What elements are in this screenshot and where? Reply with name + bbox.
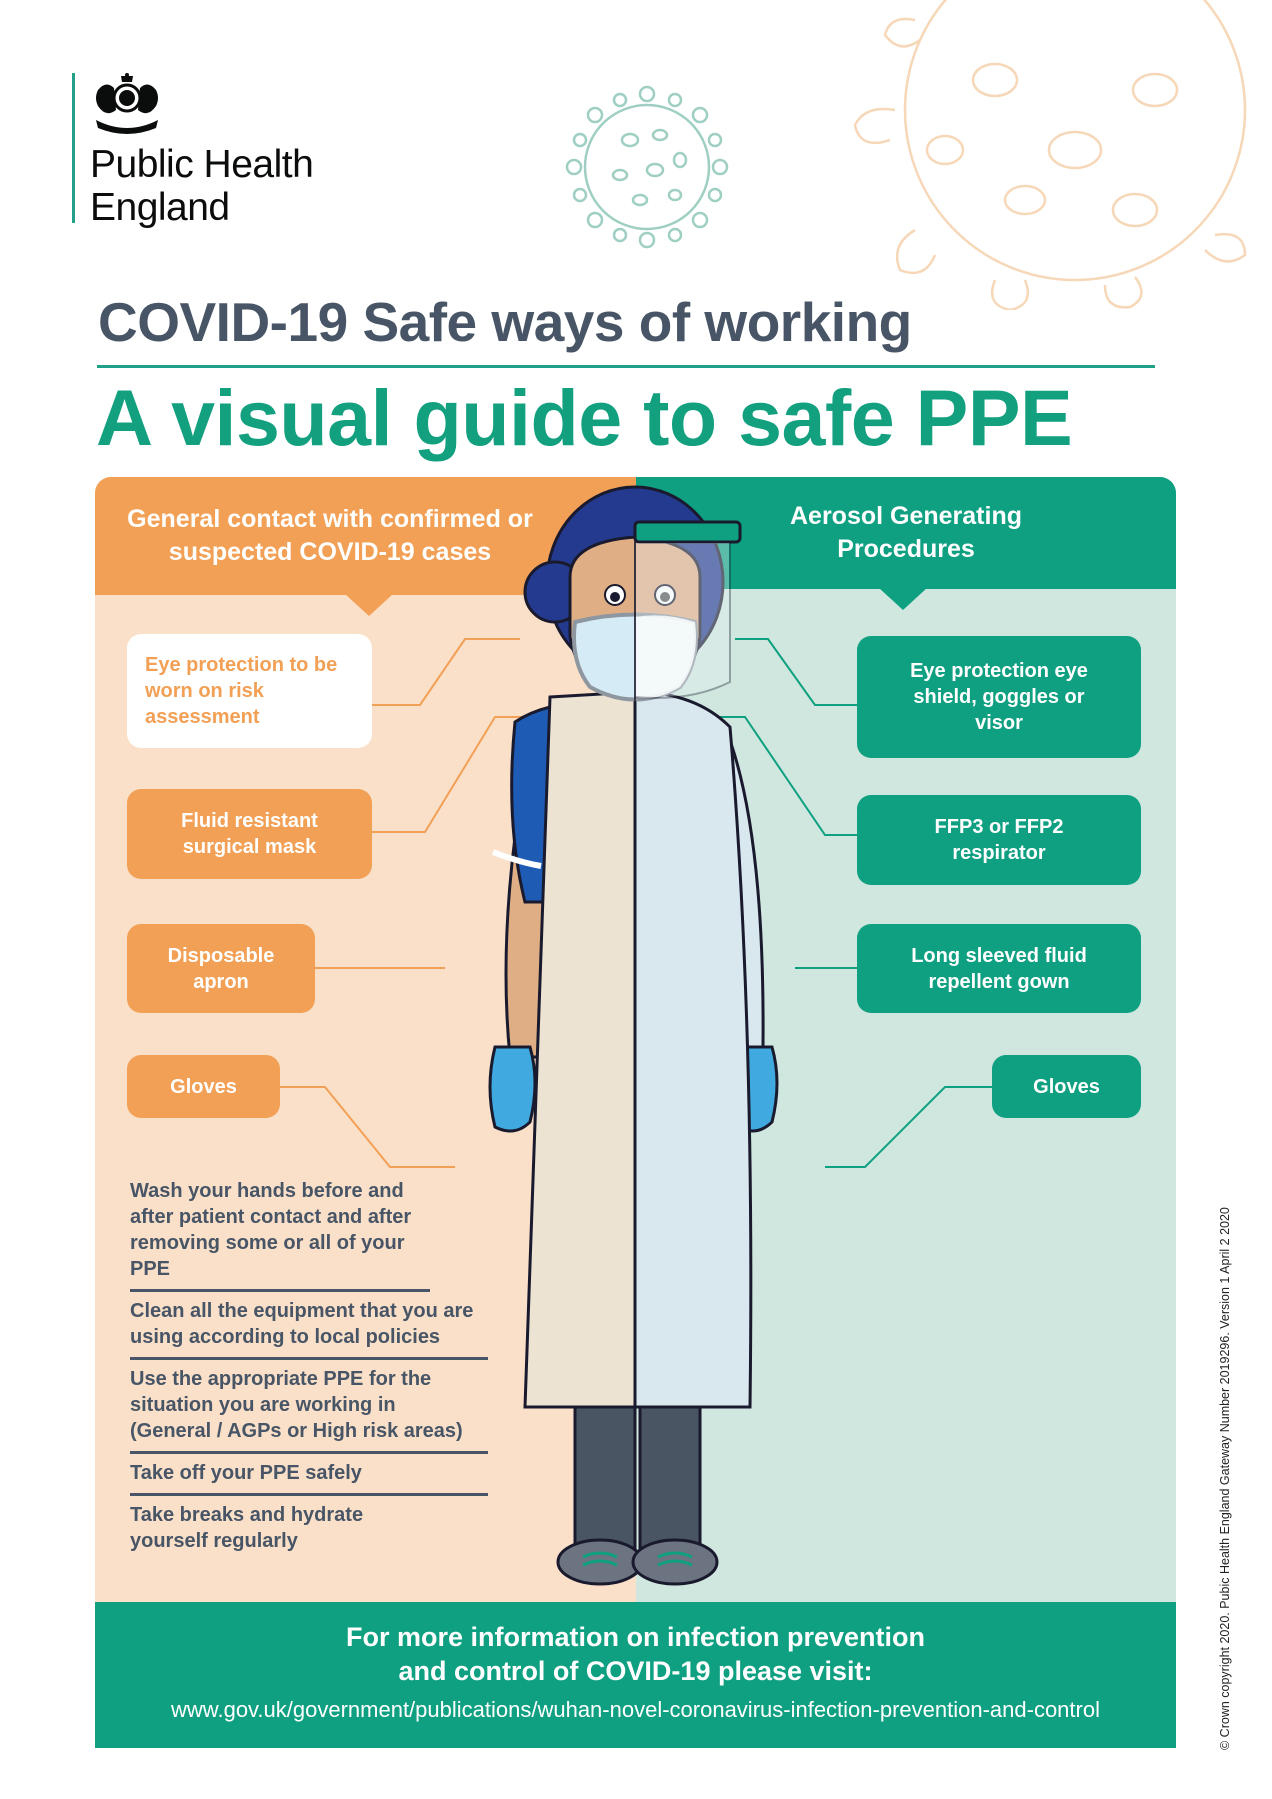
label-text: Long sleeved fluid repellent gown	[911, 944, 1087, 993]
label-fluid-resistant-surgical-mask	[127, 789, 372, 879]
page-subtitle: COVID-19 Safe ways of working	[98, 291, 912, 353]
label-text: FFP3 or FFP2 respirator	[934, 816, 1064, 864]
tip-take-off-ppe: Take off your PPE safely	[130, 1454, 488, 1496]
label-text: Disposable apron	[167, 944, 275, 993]
label-gloves-left	[127, 1055, 280, 1118]
virus-illustration-top-center	[560, 80, 735, 255]
tip-breaks-hydrate: Take breaks and hydrate yourself regularly	[130, 1504, 364, 1552]
tip-appropriate-ppe: Use the appropriate PPE for the situation you are working in (General / AGPs or High risk areas)	[130, 1360, 488, 1454]
left-panel-heading: General contact with confirmed or suspected COVID-19 cases	[127, 505, 533, 566]
royal-coat-of-arms-icon	[90, 72, 164, 136]
footer-message	[95, 1620, 1176, 1688]
label-text: Eye protection to be worn on risk assessment	[145, 654, 338, 728]
tip-clean-equipment: Clean all the equipment that you are using according to local policies	[130, 1292, 488, 1360]
footer-line2: and control of COVID-19 please visit:	[398, 1656, 873, 1686]
ppe-guide-panels	[95, 477, 1176, 1748]
tip-wash-hands: Wash your hands before and after patient contact and after removing some or all of your PPE	[130, 1178, 430, 1292]
org-name-line1: Public Health	[90, 143, 314, 186]
org-name-line2: England	[90, 186, 230, 229]
right-panel-heading: Aerosol Generating Procedures	[790, 502, 1022, 563]
label-text: Eye protection eye shield, goggles or visor	[910, 660, 1088, 734]
safety-tips-list	[130, 1178, 488, 1561]
logo-accent-bar	[72, 73, 75, 223]
healthcare-worker-ppe-illustration	[475, 477, 795, 1602]
label-long-sleeved-gown	[857, 924, 1141, 1013]
label-text: Gloves	[170, 1075, 237, 1098]
label-text: Gloves	[1033, 1075, 1100, 1098]
label-eye-protection-risk-assessment	[127, 634, 372, 748]
label-text: Fluid resistant surgical mask	[181, 810, 318, 858]
copyright-notice: © Crown copyright 2020. Pubic Health England Gateway Number 2019296. Version 1 April 2 2020	[1218, 1207, 1232, 1750]
footer-line1: For more information on infection prevention	[345, 1622, 925, 1652]
label-gloves-right	[992, 1055, 1141, 1118]
footer-info-banner	[95, 1602, 1176, 1748]
footer-url-link[interactable]: www.gov.uk/government/publications/wuhan-novel-coronavirus-infection-prevention-and-control	[171, 1697, 1100, 1722]
label-eye-protection-shield-goggles-visor	[857, 636, 1141, 758]
label-disposable-apron	[127, 924, 315, 1013]
organisation-name	[90, 143, 313, 229]
page-title: A visual guide to safe PPE	[96, 373, 1073, 462]
virus-illustration-top-right	[745, 0, 1272, 310]
title-divider	[97, 365, 1155, 368]
label-ffp3-ffp2-respirator	[857, 795, 1141, 885]
